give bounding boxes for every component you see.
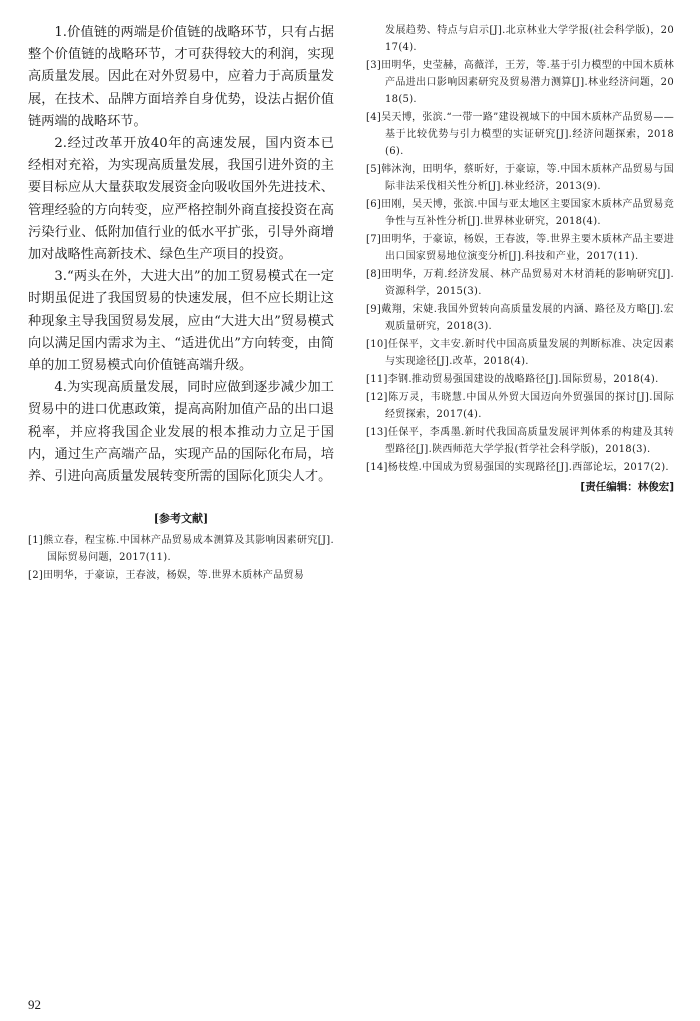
body-paragraph-4: 4.为实现高质量发展，同时应做到逐步减少加工贸易中的进口优惠政策，提高高附加值产品的出口退税率，并应将我国企业发展的根本推动力立足于国内，通过生产高端产品，实现产品的国际化布局，培养、引进向高质量发展转变所需的国际化顶尖人才。 bbox=[28, 380, 334, 485]
responsible-editor: [责任编辑：林俊宏] bbox=[580, 481, 674, 493]
body-paragraph-3: 3.“两头在外，大进大出”的加工贸易模式在一定时期虽促进了我国贸易的快速发展，但不应长期让这种现象主导我国贸易发展，应由“大进大出”贸易模式向以满足国内需求为主、“适进优出”方向转变，由简单的加工贸易模式向价值链高端升级。 bbox=[28, 269, 334, 374]
left-column bbox=[28, 22, 334, 585]
reference-item-6: [6]田刚，吴天博，张滨.中国与亚太地区主要国家木质林产品贸易竞争性与互补性分析[J].世界林业研究，2018(4). bbox=[366, 199, 674, 227]
reference-item-3: [3]田明华，史莹赫，高薇洋，王芳，等.基于引力模型的中国木质林产品进出口影响因素研究及贸易潜力测算[J].林业经济问题，2018(5). bbox=[366, 60, 674, 105]
reference-item-8: [8]田明华，万莉.经济发展、林产品贸易对木材消耗的影响研究[J].资源科学，2015(3). bbox=[366, 269, 674, 297]
reference-item-11: [11]李钢.推动贸易强国建设的战略路径[J].国际贸易，2018(4). bbox=[366, 374, 659, 385]
reference-item-2-continuation: 发展趋势、特点与启示[J].北京林业大学学报(社会科学版)，2017(4). bbox=[385, 25, 674, 53]
reference-item-9: [9]戴翔，宋婕.我国外贸转向高质量发展的内涵、路径及方略[J].宏观质量研究，2018(3). bbox=[366, 304, 674, 332]
reference-item-7: [7]田明华，于豪谅，杨娱，王春波，等.世界主要木质林产品主要进出口国家贸易地位演变分析[J].科技和产业，2017(11). bbox=[366, 234, 674, 262]
reference-item-2: [2]田明华，于豪谅，王春波，杨娱，等.世界木质林产品贸易 bbox=[28, 570, 305, 582]
references-title: [参考文献] bbox=[153, 512, 209, 526]
reference-item-4: [4]吴天博，张滨.“一带一路”建设视域下的中国木质林产品贸易——基于比较优势与引力模型的实证研究[J].经济问题探索，2018(6). bbox=[366, 112, 674, 157]
page-number: 92 bbox=[28, 997, 41, 1012]
reference-item-5: [5]韩沐洵，田明华，蔡昕好，于豪谅，等.中国木质林产品贸易与国际非法采伐相关性分析[J].林业经济，2013(9). bbox=[366, 164, 674, 192]
right-column bbox=[366, 22, 674, 494]
reference-item-1: [1]熊立春，程宝栋.中国林产品贸易成本测算及其影响因素研究[J].国际贸易问题，2017(11). bbox=[28, 535, 334, 564]
body-paragraph-1: 1.价值链的两端是价值链的战略环节，只有占据整个价值链的战略环节，才可获得较大的利润，实现高质量发展。因此在对外贸易中，应着力于高质量发展，在技术、品牌方面培养自身优势，设法占据价值链两端的战略环节。 bbox=[28, 25, 334, 129]
reference-item-13: [13]任保平，李禹墨.新时代我国高质量发展评判体系的构建及其转型路径[J].陕西师范大学学报(哲学社会科学版)，2018(3). bbox=[366, 427, 674, 455]
reference-item-14: [14]杨枝煌.中国成为贸易强国的实现路径[J].西部论坛，2017(2). bbox=[366, 462, 669, 473]
reference-item-12: [12]陈万灵，韦晓慧.中国从外贸大国迈向外贸强国的探讨[J].国际经贸探索，2017(4). bbox=[366, 392, 674, 420]
reference-item-10: [10]任保平，文丰安.新时代中国高质量发展的判断标准、决定因素与实现途径[J].改革，2018(4). bbox=[366, 339, 674, 367]
body-paragraph-2: 2.经过改革开放40年的高速发展，国内资本已经相对充裕，为实现高质量发展，我国引进外资的主要目标应从大量获取发展资金向吸收国外先进技术、管理经验的方向转变，应严格控制外商直接投资在高污染行业、低附加值行业的低水平扩张，引导外商增加对战略性高新技术、绿色生产项目的投资。 bbox=[28, 136, 334, 263]
